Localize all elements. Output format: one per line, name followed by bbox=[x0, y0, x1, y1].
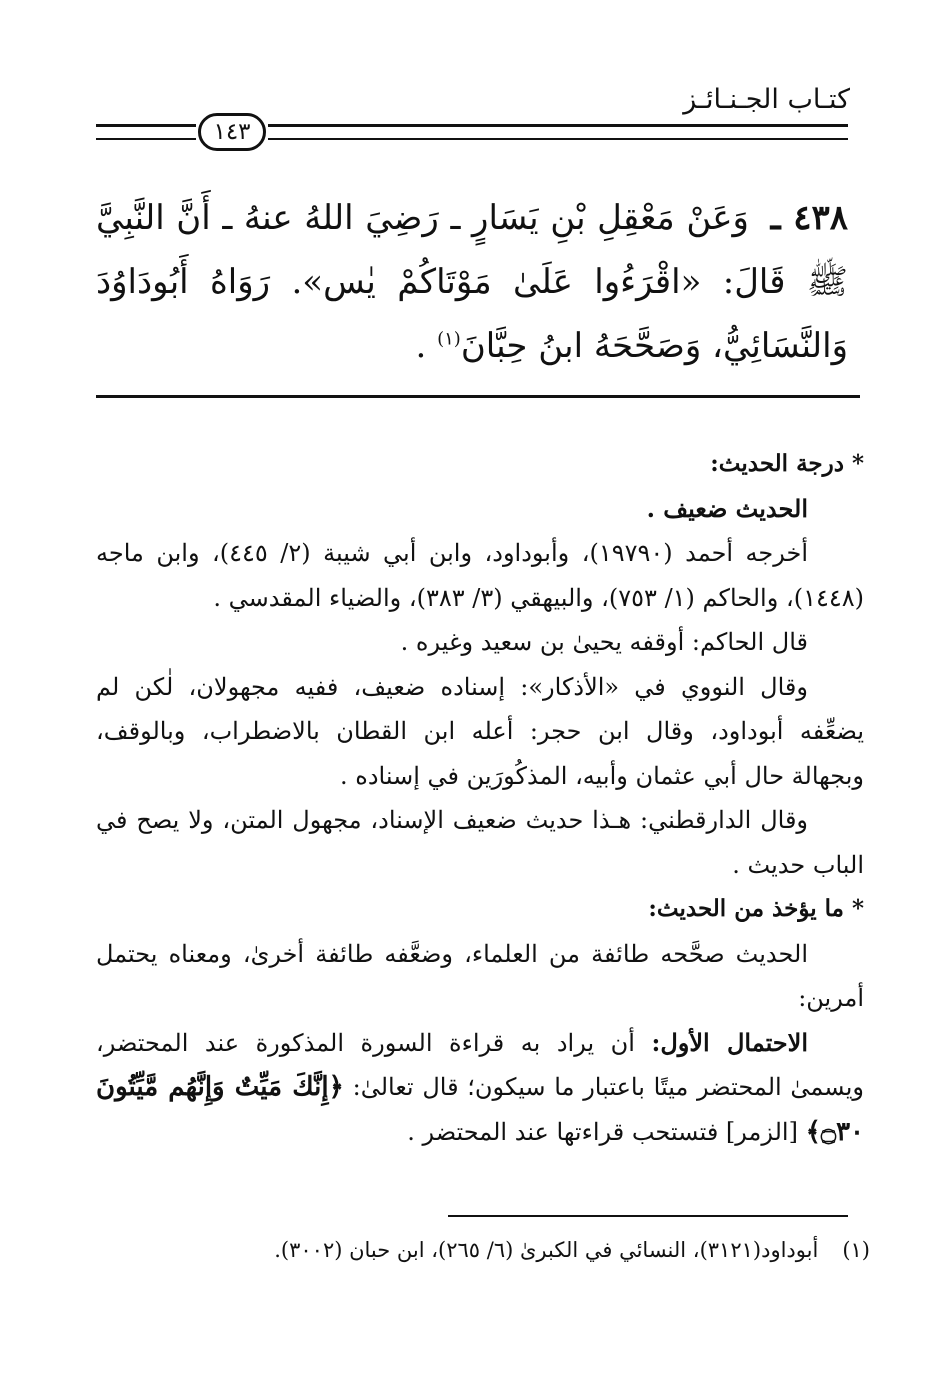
header-rule-right bbox=[268, 124, 848, 140]
footnote bbox=[100, 1232, 870, 1268]
lessons-paragraph-2 bbox=[96, 1021, 864, 1155]
grade-verdict: الحديث ضعيف . bbox=[646, 493, 808, 523]
grade-heading: * درجة الحديث: bbox=[710, 450, 864, 477]
section-divider bbox=[96, 395, 860, 398]
quran-verse: ﴿إِنَّكَ مَيِّتٌ وَإِنَّهُم مَّيِّتُونَ ۝٣٠﴾ bbox=[96, 1072, 864, 1147]
page-number: ١٤٣ bbox=[198, 113, 266, 151]
first-possibility-text-a: أن يراد به قراءة السورة المذكورة عند المحتضر، ويسمىٰ المحتضر ميتًا باعتبار ما سيكون؛ قال تعالىٰ: bbox=[96, 1028, 864, 1101]
grade-paragraph-4: وقال الدارقطني: هـذا حديث ضعيف الإسناد، مجهول المتن، ولا يصح في الباب حديث . bbox=[96, 806, 864, 879]
hadith-footnote-ref: (١) bbox=[437, 328, 461, 350]
footnote-marker: (١) bbox=[842, 1238, 870, 1262]
first-possibility-label: الاحتمال الأول: bbox=[651, 1027, 808, 1057]
footnote-text: أبوداود(٣١٢١)، النسائي في الكبرىٰ (٦/ ٢٦٥)، ابن حبان (٣٠٠٢). bbox=[274, 1238, 819, 1262]
grade-paragraph-2: قال الحاكم: أوقفه يحيىٰ بن سعيد وغيره . bbox=[400, 628, 808, 656]
hadith-text bbox=[96, 186, 848, 378]
first-possibility-text-b: [الزمر] فتستحب قراءتها عند المحتضر . bbox=[407, 1117, 806, 1146]
lessons-heading: * ما يؤخذ من الحديث: bbox=[648, 895, 864, 922]
hadith-end: . bbox=[415, 326, 438, 366]
lessons-paragraph-1: الحديث صحَّحه طائفة من العلماء، وضعَّفه طائفة أخرىٰ، ومعناه يحتمل أمرين: bbox=[96, 939, 864, 1012]
header-rule-left bbox=[96, 124, 196, 140]
commentary bbox=[96, 442, 864, 1154]
grade-paragraph-1: أخرجه أحمد (١٩٧٩٠)، وأبوداود، وابن أبي شيبة (٢/ ٤٤٥)، وابن ماجه (١٤٤٨)، والحاكم (١/ ٧٥٣)، والبيهقي (٣/ ٣٨٣)، والضياء المقدسي . bbox=[96, 539, 864, 612]
footnote-rule bbox=[448, 1215, 848, 1217]
running-title: كتـاب الجـنـائـز bbox=[683, 84, 850, 115]
hadith-body: وَعَنْ مَعْقِلِ بْنِ يَسَارٍ ـ رَضِيَ اللهُ عنهُ ـ أَنَّ النَّبِيَّ ﷺ قَالَ: «اقْرَءُوا عَلَىٰ مَوْتَاكُمْ يٰس». رَوَاهُ أَبُودَاوُدَ وَالنَّسَائِيُّ، وَصَحَّحَهُ ابنُ حِبَّانَ bbox=[96, 198, 848, 366]
hadith-number: ٤٣٨ ـ bbox=[770, 198, 848, 238]
grade-paragraph-3: وقال النووي في «الأذكار»: إسناده ضعيف، ففيه مجهولان، لٰكن لم يضعِّفه أبوداود، وقال ابن حجر: أعله ابن القطان بالاضطراب، وبالوقف، وبجهالة حال أبي عثمان وأبيه، المذكُورَين في إسناده . bbox=[96, 672, 864, 790]
